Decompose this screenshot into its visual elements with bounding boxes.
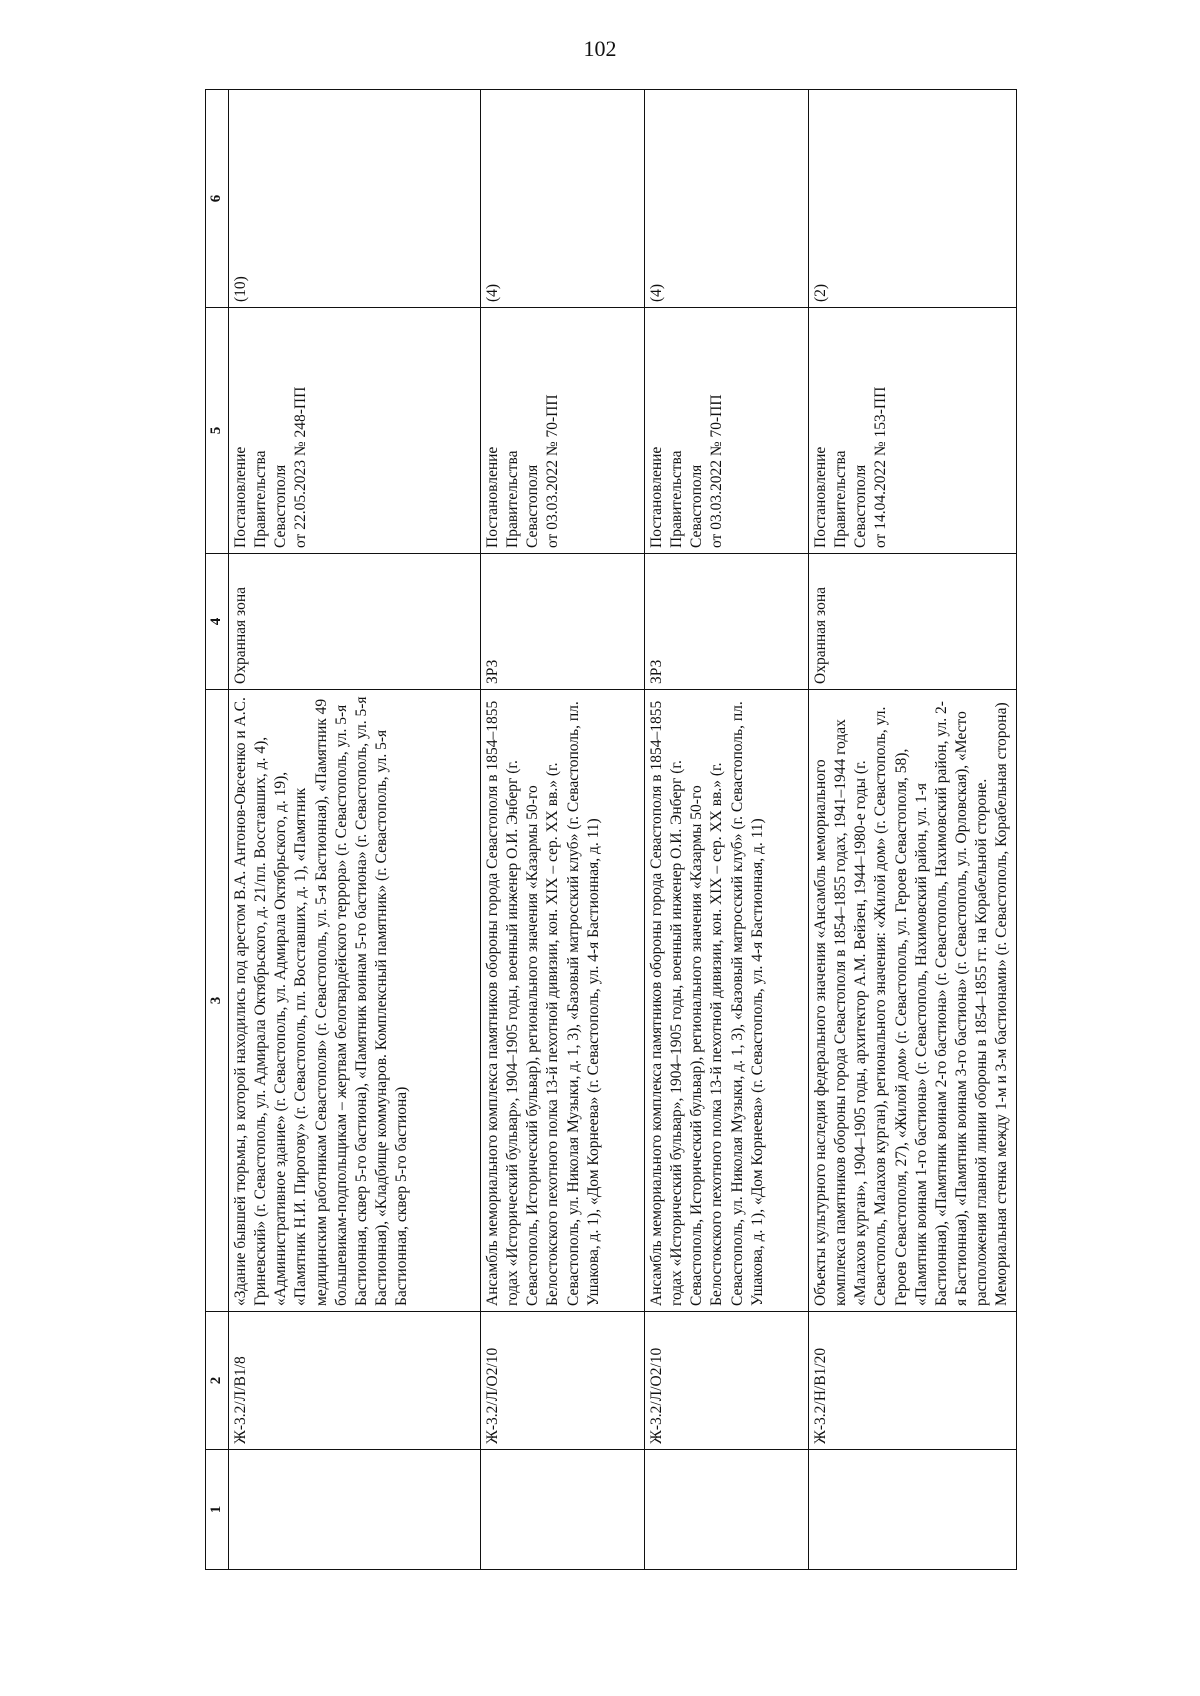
- column-header-6: 6: [206, 90, 229, 308]
- note-cell: (10): [229, 90, 481, 308]
- column-header-1: 1: [206, 1450, 229, 1570]
- table-row: [481, 90, 645, 1570]
- heritage-objects-cell: Ансамбль мемориального комплекса памятников обороны города Севастополя в 1854–1855 годах «Исторический бульвар», 1904–1905 годы, военный инженер О.И. Энберг (г. Севастополь, Исторический бульвар), регионального значения «Казармы 50-го Белостокского пехотного полка 13-й пехотной дивизии, кон. XIX – сер. XX вв.» (г. Севастополь, ул. Николая Музыки, д. 1, 3), «Базовый матросский клуб» (г. Севастополь, пл. Ушакова, д. 1), «Дом Корнеева» (г. Севастополь, ул. 4-я Бастионная, д. 11): [645, 690, 809, 1312]
- zone-code-cell: Ж-3.2/Л/О2/10: [481, 1312, 645, 1450]
- zones-table: [205, 89, 1017, 1570]
- rotated-table-container: [205, 90, 1015, 1570]
- table-row: [229, 90, 481, 1570]
- note-cell: (4): [645, 90, 809, 308]
- heritage-objects-cell: Ансамбль мемориального комплекса памятников обороны города Севастополя в 1854–1855 годах «Исторический бульвар», 1904–1905 годы, военный инженер О.И. Энберг (г. Севастополь, Исторический бульвар), регионального значения «Казармы 50-го Белостокского пехотного полка 13-й пехотной дивизии, кон. XIX – сер. XX вв.» (г. Севастополь, ул. Николая Музыки, д. 1, 3), «Базовый матросский клуб» (г. Севастополь, пл. Ушакова, д. 1), «Дом Корнеева» (г. Севастополь, ул. 4-я Бастионная, д. 11): [481, 690, 645, 1312]
- regulation-document-cell: Постановление Правительства Севастополя от 03.03.2022 № 70-ПП: [645, 308, 809, 554]
- page-number: 102: [583, 36, 617, 61]
- zone-type-cell: Охранная зона: [809, 554, 1017, 690]
- table-header-row: [206, 90, 229, 1570]
- note-cell: (4): [481, 90, 645, 308]
- column-header-5: 5: [206, 308, 229, 554]
- heritage-objects-cell: «Здание бывшей тюрьмы, в которой находились под арестом В.А. Антонов-Овсеенко и А.С. Гриневский» (г. Севастополь, ул. Адмирала Октябрьского, д. 21/пл. Восставших, д. 4), «Административное здание» (г. Севастополь, ул. Адмирала Октябрьского, д. 19), «Памятник Н.И. Пирогову» (г. Севастополь, пл. Восставших, д. 1), «Памятник медицинским работникам Севастополя» (г. Севастополь, ул. 5-я Бастионная), «Памятник 49 большевикам-подпольщикам – жертвам белогвардейского террора» (г. Севастополь, ул. 5-я Бастионная, сквер 5-го бастиона), «Памятник воинам 5-го бастиона» (г. Севастополь, ул. 5-я Бастионная), «Кладбище коммунаров. Комплексный памятник» (г. Севастополь, ул. 5-я Бастионная, сквер 5-го бастиона): [229, 690, 481, 1312]
- regulation-document-cell: Постановление Правительства Севастополя от 03.03.2022 № 70-ПП: [481, 308, 645, 554]
- heritage-objects-cell: Объекты культурного наследия федерального значения «Ансамбль мемориального комплекса памятников обороны города Севастополя в 1854–1855 годах, 1941–1944 годах «Малахов курган», 1904–1905 годы, архитектор А.М. Вейзен, 1944–1980-е годы (г. Севастополь, Малахов курган), регионального значения: «Жилой дом» (г. Севастополь, ул. Героев Севастополя, 27), «Жилой дом» (г. Севастополь, ул. Героев Севастополя, 58), «Памятник воинам 1-го бастиона» (г. Севастополь, Нахимовский район, ул. 1-я Бастионная), «Памятник воинам 2-го бастиона» (г. Севастополь, Нахимовский район, ул. 2-я Бастионная), «Памятник воинам 3-го бастиона» (г. Севастополь, ул. Орловская), «Место расположения главной линии обороны в 1854–1855 гг. на Корабельной стороне. Мемориальная стенка между 1-м и 3-м бастионами» (г. Севастополь, Корабельная сторона): [809, 690, 1017, 1312]
- zone-code-cell: Ж-3.2/Н/В1/20: [809, 1312, 1017, 1450]
- regulation-document-cell: Постановление Правительства Севастополя от 22.05.2023 № 248-ПП: [229, 308, 481, 554]
- zone-type-cell: Охранная зона: [229, 554, 481, 690]
- row-number-cell: [229, 1450, 481, 1570]
- zone-code-cell: Ж-3.2/Л/В1/8: [229, 1312, 481, 1450]
- table-row: [645, 90, 809, 1570]
- row-number-cell: [809, 1450, 1017, 1570]
- zone-code-cell: Ж-3.2/Л/О2/10: [645, 1312, 809, 1450]
- column-header-3: 3: [206, 690, 229, 1312]
- row-number-cell: [645, 1450, 809, 1570]
- row-number-cell: [481, 1450, 645, 1570]
- regulation-document-cell: Постановление Правительства Севастополя от 14.04.2022 № 153-ПП: [809, 308, 1017, 554]
- table-row: [809, 90, 1017, 1570]
- note-cell: (2): [809, 90, 1017, 308]
- zone-type-cell: ЗРЗ: [481, 554, 645, 690]
- column-header-4: 4: [206, 554, 229, 690]
- zone-type-cell: ЗРЗ: [645, 554, 809, 690]
- column-header-2: 2: [206, 1312, 229, 1450]
